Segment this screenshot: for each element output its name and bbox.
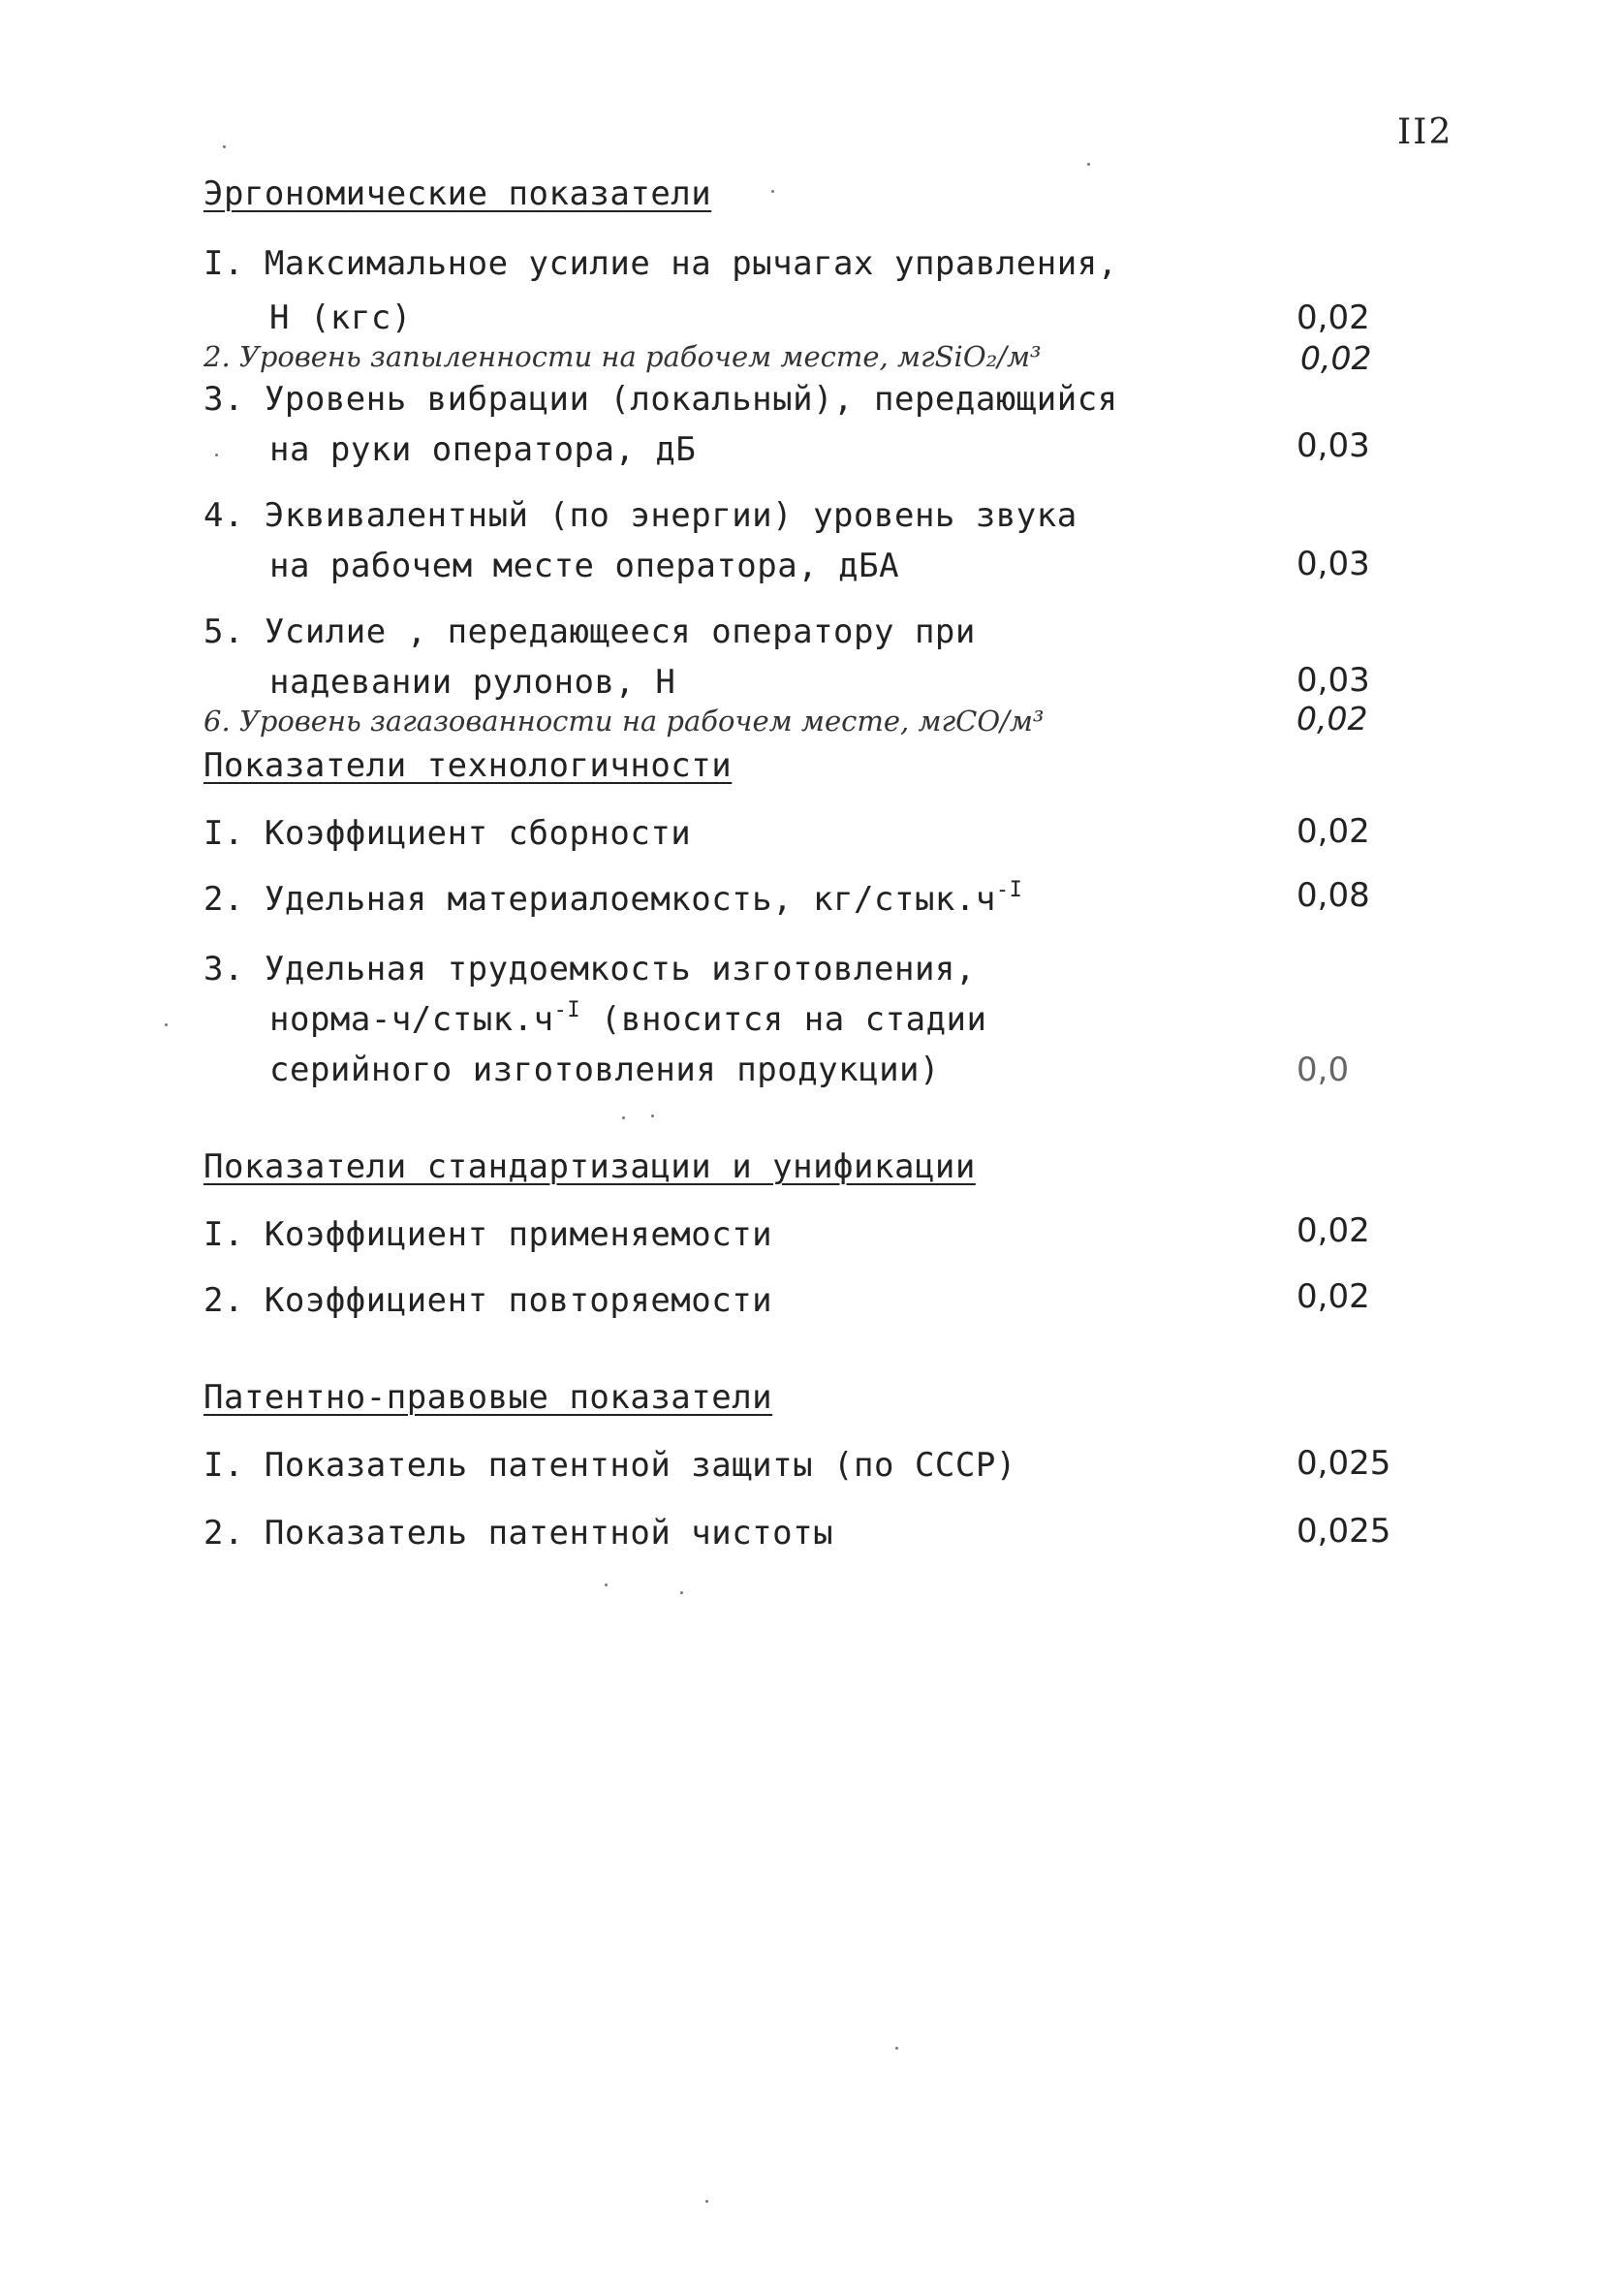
scan-speck (215, 454, 218, 456)
ergonomic-item-6-value: 0,02 (1296, 700, 1368, 737)
technological-item-3-line-1: 3. Удельная трудоемкость изготовления, (203, 950, 976, 988)
scan-speck (771, 190, 774, 193)
technological-item-1: I. Коэффициент сборности (203, 814, 692, 853)
patent-item-1: I. Показатель патентной защиты (по СССР) (203, 1446, 1016, 1485)
standardization-item-1: I. Коэффициент применяемости (203, 1215, 773, 1254)
ergonomic-item-3-line-2: на руки оператора, дБ (269, 430, 697, 469)
page-number: II2 (1397, 112, 1453, 152)
scan-speck (165, 1023, 168, 1026)
standardization-heading: Показатели стандартизации и унификации (203, 1147, 976, 1186)
ergonomic-item-4-value: 0,03 (1296, 545, 1370, 583)
ergonomic-item-1-line-1: I. Максимальное усилие на рычагах управления, (203, 244, 1118, 283)
technological-item-3-exponent: -I (553, 998, 581, 1022)
technological-item-2-value: 0,08 (1296, 876, 1370, 915)
patent-item-1-value: 0,025 (1296, 1444, 1391, 1483)
technological-item-1-value: 0,02 (1296, 812, 1370, 851)
technological-item-2-exponent: -I (995, 878, 1023, 902)
technological-item-3-line-3: серийного изготовления продукции) (269, 1051, 941, 1089)
technological-item-2-text: 2. Удельная материалоемкость, кг/стык.ч (203, 880, 996, 919)
technological-item-3-value: 0,0 (1296, 1051, 1350, 1089)
technological-item-3-line-2-b: (вносится на стадии (580, 1000, 987, 1039)
standardization-item-2-value: 0,02 (1296, 1277, 1370, 1316)
scan-speck (895, 2047, 898, 2050)
ergonomic-item-5-value: 0,03 (1296, 661, 1370, 700)
ergonomic-item-3-value: 0,03 (1296, 426, 1370, 465)
ergonomic-item-5-line-2: надевании рулонов, Н (269, 663, 676, 702)
scan-speck (223, 145, 226, 148)
scan-speck (705, 2200, 708, 2203)
patent-heading: Патентно-правовые показатели (203, 1378, 773, 1417)
ergonomic-item-5-line-1: 5. Усилие , передающееся оператору при (203, 612, 976, 651)
scan-speck (651, 1114, 654, 1117)
scan-speck (1087, 163, 1090, 166)
ergonomic-item-1-value: 0,02 (1296, 298, 1370, 337)
ergonomic-heading: Эргономические показатели (203, 174, 712, 213)
ergonomic-item-4-line-1: 4. Эквивалентный (по энергии) уровень звука (203, 496, 1077, 535)
ergonomic-item-2-handwritten: 2. Уровень запыленности на рабочем месте, мгSiO₂/м³ (203, 340, 1042, 373)
technological-item-2 (203, 880, 1022, 919)
ergonomic-item-3-line-1: 3. Уровень вибрации (локальный), передающийся (203, 380, 1118, 419)
patent-item-2-value: 0,025 (1296, 1512, 1391, 1551)
scan-speck (605, 1584, 608, 1586)
standardization-item-1-value: 0,02 (1296, 1211, 1370, 1250)
standardization-item-2: 2. Коэффициент повторяемости (203, 1281, 773, 1320)
technological-item-3-line-2 (269, 1000, 986, 1039)
scan-speck (680, 1591, 683, 1594)
technological-item-3-line-2-a: норма-ч/стык.ч (269, 1000, 554, 1039)
patent-item-2: 2. Показатель патентной чистоты (203, 1514, 834, 1553)
ergonomic-item-4-line-2: на рабочем месте оператора, дБА (269, 547, 900, 585)
ergonomic-item-2-value: 0,02 (1300, 339, 1372, 377)
ergonomic-item-1-line-2: Н (кгс) (269, 298, 412, 337)
ergonomic-item-6-handwritten: 6. Уровень загазованности на рабочем месте, мгСО/м³ (203, 705, 1045, 737)
scan-speck (622, 1116, 625, 1119)
technological-heading: Показатели технологичности (203, 746, 733, 785)
